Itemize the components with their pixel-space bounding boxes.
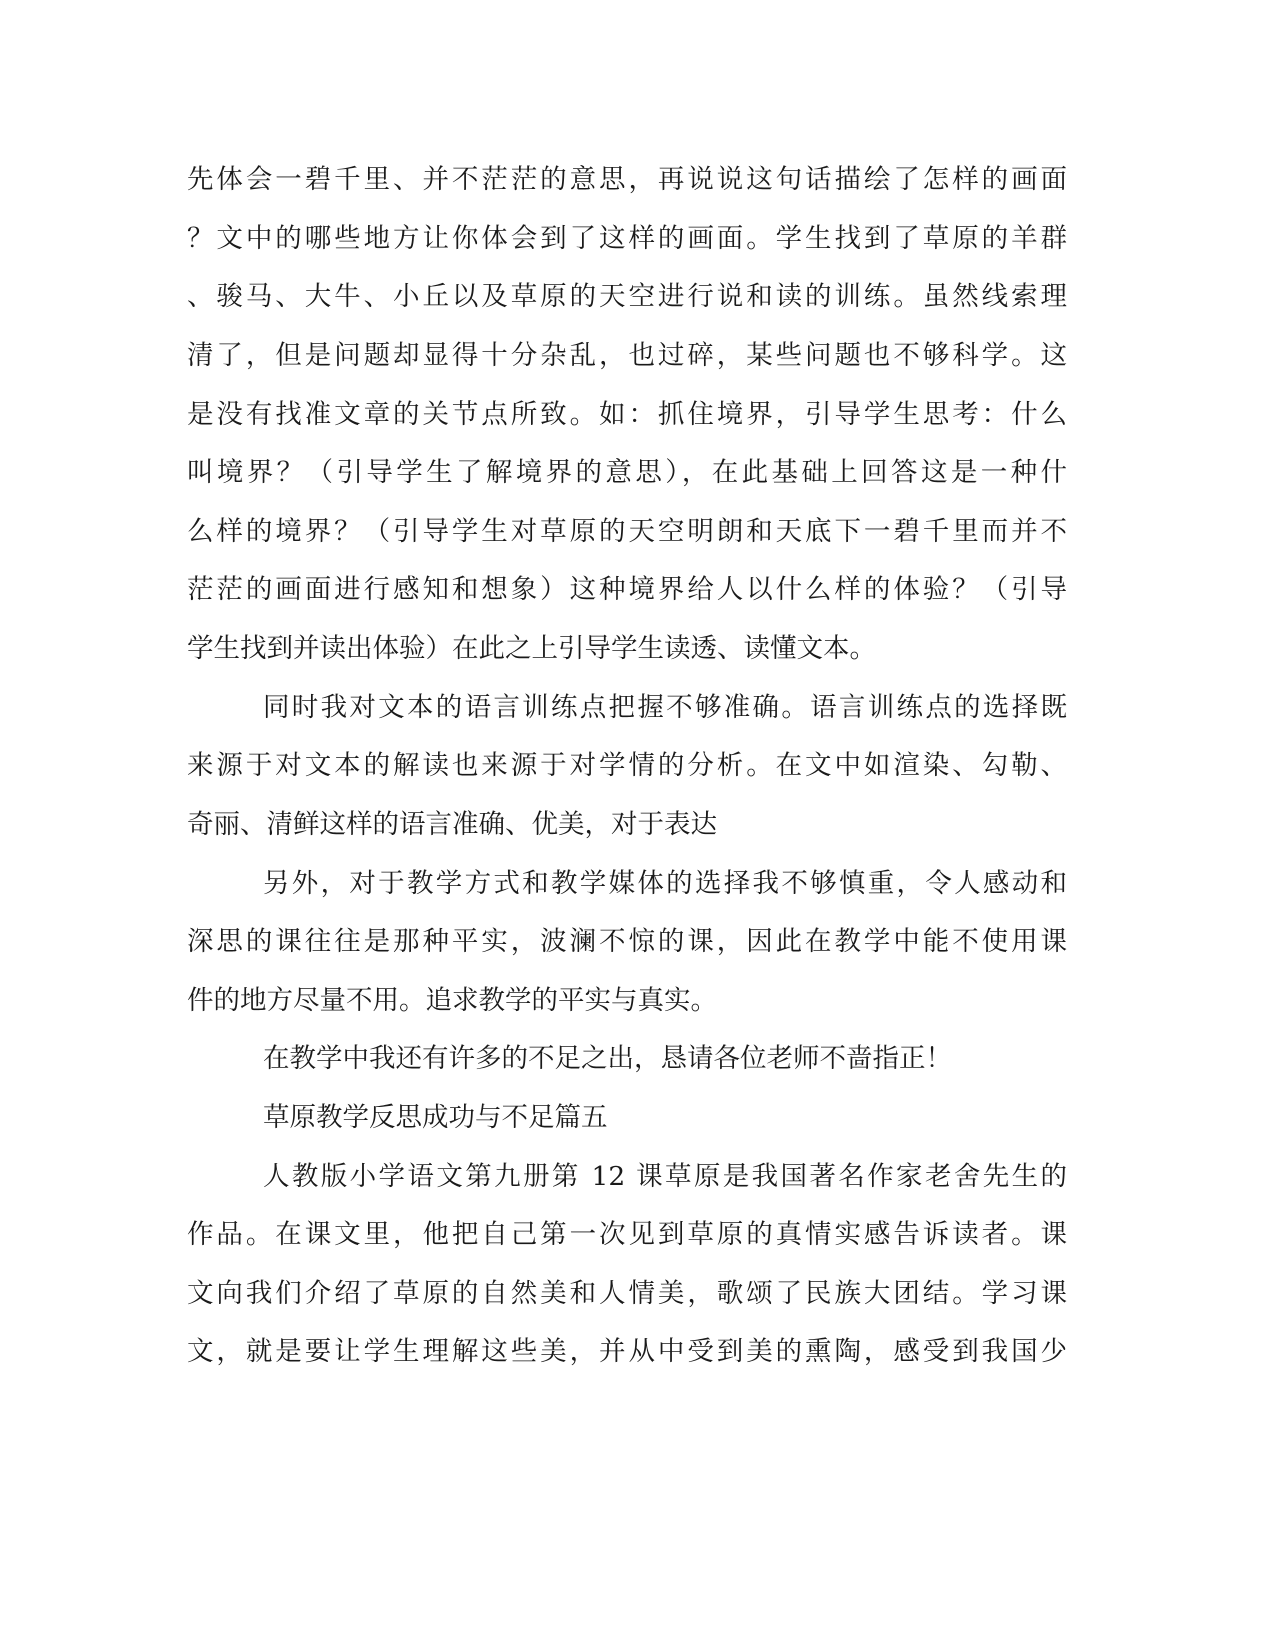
text-line: 茫茫的画面进行感知和想象）这种境界给人以什么样的体验？（引导 [187,574,1067,605]
text-line: 是没有找准文章的关节点所致。如：抓住境界，引导学生思考：什么 [187,399,1067,430]
text-line: 奇丽、清鲜这样的语言准确、优美，对于表达 [187,809,717,840]
text-line: 深思的课往往是那种平实，波澜不惊的课，因此在教学中能不使用课 [187,926,1067,957]
paragraph-first-line: 同时我对文本的语言训练点把握不够准确。语言训练点的选择既 [263,692,1067,723]
paragraph-first-line: 在教学中我还有许多的不足之出，恳请各位老师不啬指正！ [263,1043,952,1074]
text-line: 清了，但是问题却显得十分杂乱，也过碎，某些问题也不够科学。这 [187,340,1067,371]
text-line: 、骏马、大牛、小丘以及草原的天空进行说和读的训练。虽然线索理 [187,281,1067,312]
text-line: 作品。在课文里，他把自己第一次见到草原的真情实感告诉读者。课 [187,1219,1067,1250]
text-line: 文向我们介绍了草原的自然美和人情美，歌颂了民族大团结。学习课 [187,1278,1067,1309]
text-line: ？文中的哪些地方让你体会到了这样的画面。学生找到了草原的羊群 [187,223,1067,254]
text-line: 学生找到并读出体验）在此之上引导学生读透、读懂文本。 [187,633,876,664]
text-line: 文，就是要让学生理解这些美，并从中受到美的熏陶，感受到我国少 [187,1336,1067,1367]
text-line: 么样的境界？（引导学生对草原的天空明朗和天底下一碧千里而并不 [187,516,1067,547]
paragraph-first-line: 另外，对于教学方式和教学媒体的选择我不够慎重，令人感动和 [263,868,1067,899]
text-line: 先体会一碧千里、并不茫茫的意思，再说说这句话描绘了怎样的画面 [187,164,1067,195]
paragraph-first-line: 人教版小学语文第九册第 12 课草原是我国著名作家老舍先生的 [263,1161,1067,1192]
section-heading: 草原教学反思成功与不足篇五 [263,1102,608,1133]
text-line: 件的地方尽量不用。追求教学的平实与真实。 [187,985,717,1016]
text-line: 叫境界？（引导学生了解境界的意思），在此基础上回答这是一种什 [187,457,1067,488]
text-line: 来源于对文本的解读也来源于对学情的分析。在文中如渲染、勾勒、 [187,750,1067,781]
